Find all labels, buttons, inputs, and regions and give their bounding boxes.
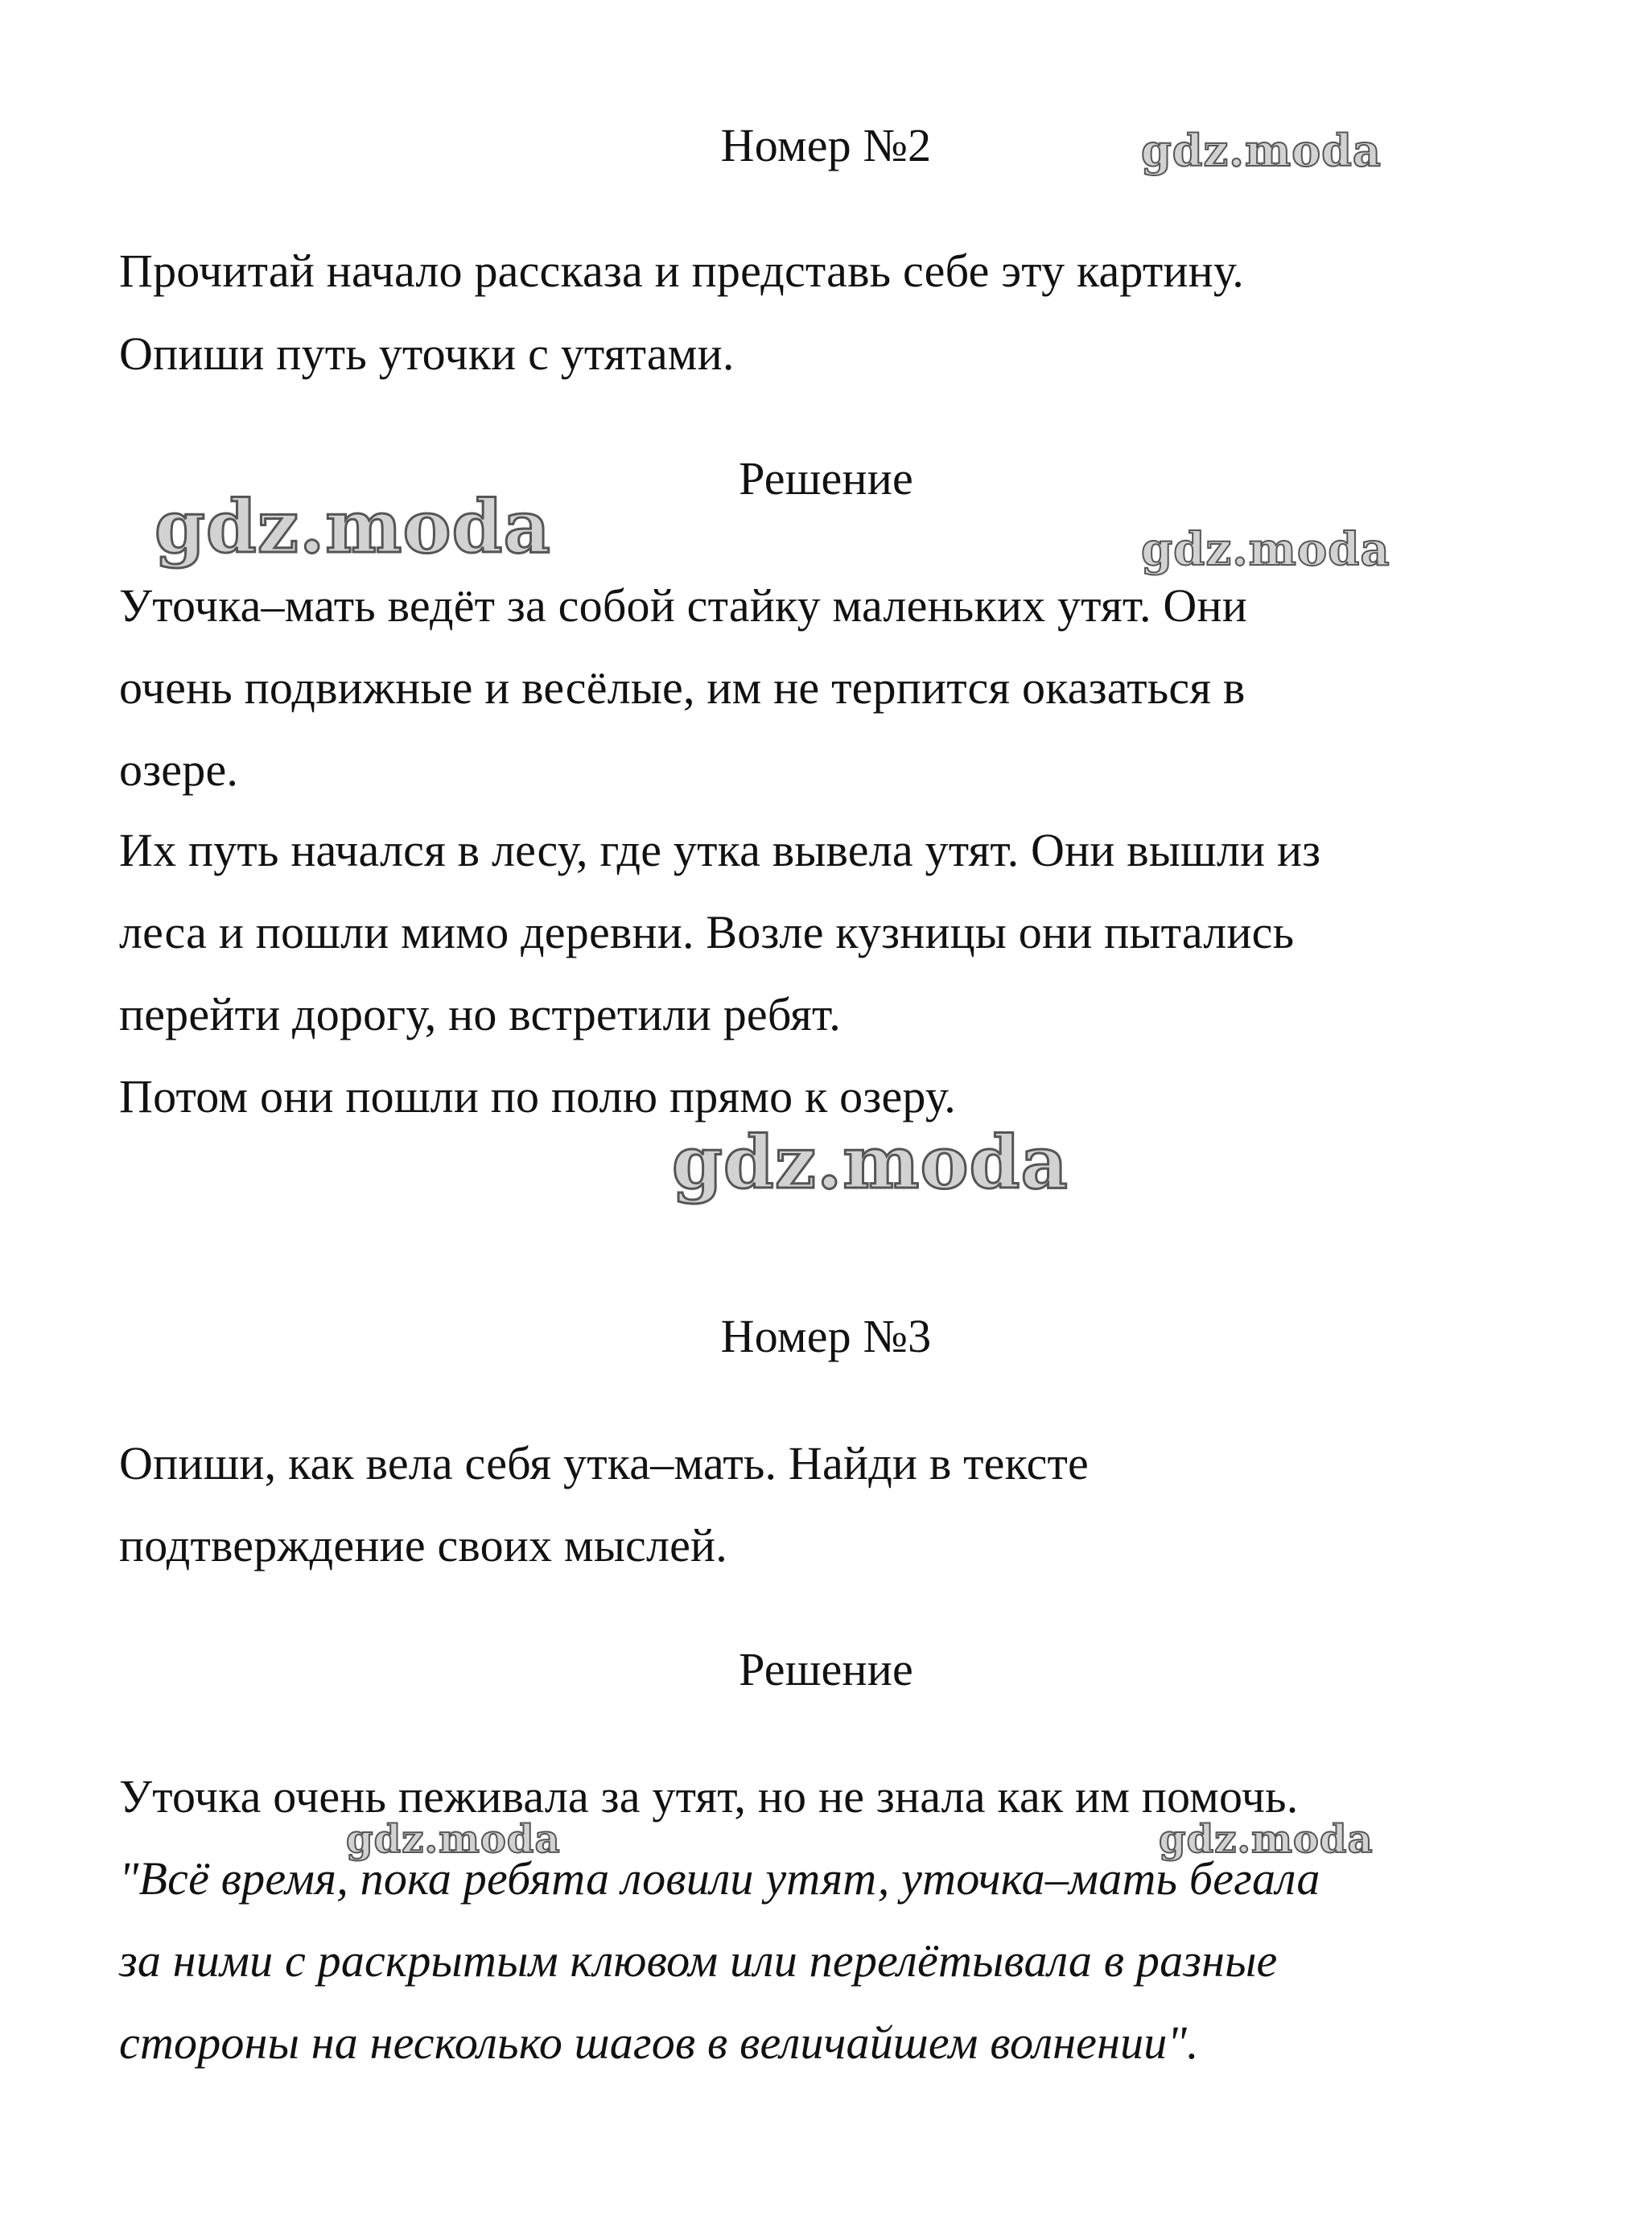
task2-answer-line-7: Потом они пошли по полю прямо к озеру. <box>119 1070 956 1122</box>
task2-question-line-1: Прочитай начало рассказа и представь себе эту картину. <box>119 245 1244 297</box>
watermark-logo: gdz.moda <box>1141 125 1382 176</box>
task2-answer-line-4: Их путь начался в лесу, где утка вывела утят. Они вышли из <box>119 824 1321 876</box>
watermark-logo: gdz.moda <box>672 1120 1069 1205</box>
task3-answer-quote-line-1: "Всё время, пока ребята ловили утят, уточка–мать бегала <box>119 1852 1320 1905</box>
task2-answer-line-3: озере. <box>119 743 239 796</box>
task3-answer-quote-line-2: за ними с раскрытым клювом или перелётывала в разные <box>119 1934 1278 1987</box>
task2-answer-line-5: леса и пошли мимо деревни. Возле кузницы они пытались <box>119 906 1295 958</box>
task2-solution-heading: Решение <box>739 452 913 505</box>
task3-solution-heading: Решение <box>739 1643 913 1695</box>
task3-title: Номер №3 <box>720 1310 932 1362</box>
task2-answer-line-1: Уточка–мать ведёт за собой стайку маленьких утят. Они <box>119 579 1247 632</box>
task3-answer-plain: Уточка очень пеживала за утят, но не знала как им помочь. <box>119 1770 1299 1823</box>
task2-answer-line-2: очень подвижные и весёлые, им не терпится оказаться в <box>119 661 1246 714</box>
task3-question-line-2: подтверждение своих мыслей. <box>119 1519 727 1571</box>
watermark-logo: gdz.moda <box>1141 523 1390 576</box>
task3-answer-quote-line-3: стороны на несколько шагов в величайшем волнении". <box>119 2016 1199 2069</box>
task2-question-line-2: Опиши путь уточки с утятами. <box>119 327 735 380</box>
watermark-logo: gdz.moda <box>154 484 551 570</box>
watermark-logo: gdz.moda <box>346 1817 561 1862</box>
watermark-logo: gdz.moda <box>1159 1817 1374 1862</box>
task2-answer-line-6: перейти дорогу, но встретили ребят. <box>119 988 841 1040</box>
task2-title: Номер №2 <box>720 119 932 171</box>
task3-question-line-1: Опиши, как вела себя утка–мать. Найди в тексте <box>119 1437 1089 1489</box>
